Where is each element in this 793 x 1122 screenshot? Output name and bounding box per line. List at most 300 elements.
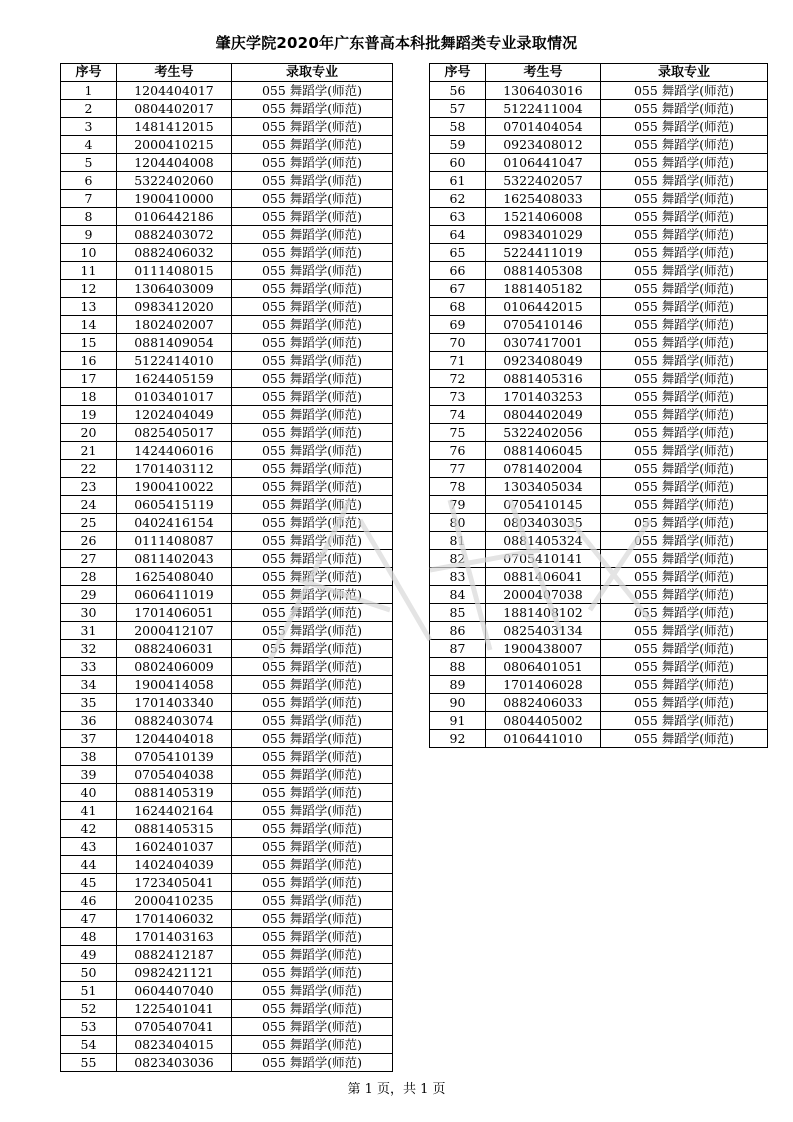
table-row — [61, 298, 393, 316]
cell-major: 055 舞蹈学(师范) — [232, 712, 393, 730]
cell-candidate-id: 0881405315 — [117, 820, 232, 838]
table-row — [61, 928, 393, 946]
cell-seq: 62 — [430, 190, 486, 208]
cell-seq: 57 — [430, 100, 486, 118]
table-row — [61, 370, 393, 388]
cell-candidate-id: 0881405324 — [486, 532, 601, 550]
cell-candidate-id: 2000410235 — [117, 892, 232, 910]
cell-candidate-id: 1225401041 — [117, 1000, 232, 1018]
cell-seq: 68 — [430, 298, 486, 316]
cell-major: 055 舞蹈学(师范) — [232, 154, 393, 172]
cell-major: 055 舞蹈学(师范) — [232, 730, 393, 748]
cell-candidate-id: 1802402007 — [117, 316, 232, 334]
cell-candidate-id: 0881409054 — [117, 334, 232, 352]
cell-candidate-id: 0881405308 — [486, 262, 601, 280]
table-row — [430, 676, 768, 694]
cell-seq: 32 — [61, 640, 117, 658]
cell-seq: 48 — [61, 928, 117, 946]
cell-candidate-id: 1881405182 — [486, 280, 601, 298]
cell-seq: 5 — [61, 154, 117, 172]
table-row — [430, 136, 768, 154]
table-row — [61, 838, 393, 856]
cell-major: 055 舞蹈学(师范) — [601, 532, 768, 550]
cell-candidate-id: 0803403035 — [486, 514, 601, 532]
cell-major: 055 舞蹈学(师范) — [232, 334, 393, 352]
cell-seq: 74 — [430, 406, 486, 424]
cell-major: 055 舞蹈学(师范) — [232, 676, 393, 694]
cell-candidate-id: 0705410145 — [486, 496, 601, 514]
cell-candidate-id: 0705407041 — [117, 1018, 232, 1036]
cell-major: 055 舞蹈学(师范) — [232, 352, 393, 370]
cell-major: 055 舞蹈学(师范) — [232, 388, 393, 406]
cell-major: 055 舞蹈学(师范) — [601, 100, 768, 118]
cell-major: 055 舞蹈学(师范) — [601, 604, 768, 622]
table-row — [61, 1000, 393, 1018]
table-row — [61, 208, 393, 226]
cell-candidate-id: 5224411019 — [486, 244, 601, 262]
cell-major: 055 舞蹈学(师范) — [232, 370, 393, 388]
cell-seq: 17 — [61, 370, 117, 388]
cell-major: 055 舞蹈学(师范) — [601, 154, 768, 172]
cell-major: 055 舞蹈学(师范) — [232, 172, 393, 190]
cell-candidate-id: 1900438007 — [486, 640, 601, 658]
cell-major: 055 舞蹈学(师范) — [601, 136, 768, 154]
cell-major: 055 舞蹈学(师范) — [232, 550, 393, 568]
table-row — [61, 640, 393, 658]
cell-candidate-id: 1723405041 — [117, 874, 232, 892]
cell-seq: 9 — [61, 226, 117, 244]
page-title: 肇庆学院2020年广东普高本科批舞蹈类专业录取情况 — [215, 34, 578, 52]
table-row — [61, 712, 393, 730]
table-row — [61, 262, 393, 280]
cell-candidate-id: 1204404008 — [117, 154, 232, 172]
cell-candidate-id: 0705410141 — [486, 550, 601, 568]
cell-seq: 64 — [430, 226, 486, 244]
cell-candidate-id: 0811402043 — [117, 550, 232, 568]
table-row — [430, 622, 768, 640]
header-seq: 序号 — [430, 64, 486, 82]
cell-major: 055 舞蹈学(师范) — [601, 244, 768, 262]
table-row — [61, 550, 393, 568]
cell-candidate-id: 1900410022 — [117, 478, 232, 496]
cell-major: 055 舞蹈学(师范) — [601, 514, 768, 532]
table-row — [61, 802, 393, 820]
table-row — [61, 424, 393, 442]
table-row — [61, 136, 393, 154]
cell-candidate-id: 0701404054 — [486, 118, 601, 136]
table-row — [61, 1054, 393, 1072]
cell-candidate-id: 0881406041 — [486, 568, 601, 586]
cell-seq: 76 — [430, 442, 486, 460]
table-row — [430, 370, 768, 388]
cell-seq: 44 — [61, 856, 117, 874]
cell-candidate-id: 0307417001 — [486, 334, 601, 352]
header-candidate-id: 考生号 — [117, 64, 232, 82]
table-row — [61, 748, 393, 766]
cell-seq: 65 — [430, 244, 486, 262]
cell-major: 055 舞蹈学(师范) — [232, 190, 393, 208]
cell-major: 055 舞蹈学(师范) — [601, 82, 768, 100]
cell-seq: 79 — [430, 496, 486, 514]
cell-major: 055 舞蹈学(师范) — [232, 1018, 393, 1036]
cell-seq: 25 — [61, 514, 117, 532]
cell-candidate-id: 0781402004 — [486, 460, 601, 478]
table-row — [430, 118, 768, 136]
cell-candidate-id: 1303405034 — [486, 478, 601, 496]
table-row — [430, 208, 768, 226]
cell-candidate-id: 2000407038 — [486, 586, 601, 604]
cell-seq: 38 — [61, 748, 117, 766]
cell-seq: 75 — [430, 424, 486, 442]
table-row — [430, 496, 768, 514]
cell-seq: 51 — [61, 982, 117, 1000]
cell-candidate-id: 1701406028 — [486, 676, 601, 694]
cell-major: 055 舞蹈学(师范) — [601, 388, 768, 406]
cell-seq: 35 — [61, 694, 117, 712]
cell-major: 055 舞蹈学(师范) — [232, 82, 393, 100]
page-footer: 第 1 页，共 1 页 — [347, 1082, 446, 1097]
cell-major: 055 舞蹈学(师范) — [232, 946, 393, 964]
table-row — [61, 532, 393, 550]
cell-major: 055 舞蹈学(师范) — [601, 478, 768, 496]
cell-candidate-id: 0402416154 — [117, 514, 232, 532]
cell-seq: 77 — [430, 460, 486, 478]
cell-seq: 83 — [430, 568, 486, 586]
cell-candidate-id: 1521406008 — [486, 208, 601, 226]
cell-seq: 21 — [61, 442, 117, 460]
table-row — [430, 424, 768, 442]
table-row — [61, 856, 393, 874]
cell-candidate-id: 0606411019 — [117, 586, 232, 604]
table-row — [430, 82, 768, 100]
cell-major: 055 舞蹈学(师范) — [601, 280, 768, 298]
cell-seq: 16 — [61, 352, 117, 370]
table-row — [430, 316, 768, 334]
cell-candidate-id: 0106442015 — [486, 298, 601, 316]
cell-major: 055 舞蹈学(师范) — [232, 100, 393, 118]
table-row — [430, 262, 768, 280]
cell-candidate-id: 1306403016 — [486, 82, 601, 100]
header-major: 录取专业 — [232, 64, 393, 82]
table-row — [61, 316, 393, 334]
cell-major: 055 舞蹈学(师范) — [232, 802, 393, 820]
table-row — [61, 982, 393, 1000]
cell-seq: 22 — [61, 460, 117, 478]
cell-major: 055 舞蹈学(师范) — [232, 838, 393, 856]
cell-candidate-id: 0882406033 — [486, 694, 601, 712]
cell-candidate-id: 1625408033 — [486, 190, 601, 208]
cell-seq: 14 — [61, 316, 117, 334]
cell-seq: 2 — [61, 100, 117, 118]
cell-major: 055 舞蹈学(师范) — [232, 244, 393, 262]
cell-candidate-id: 1624402164 — [117, 802, 232, 820]
cell-seq: 6 — [61, 172, 117, 190]
cell-seq: 37 — [61, 730, 117, 748]
cell-candidate-id: 0106441047 — [486, 154, 601, 172]
table-row — [61, 496, 393, 514]
cell-major: 055 舞蹈学(师范) — [601, 406, 768, 424]
cell-seq: 39 — [61, 766, 117, 784]
table-row — [61, 190, 393, 208]
table-row — [430, 298, 768, 316]
table-row — [430, 100, 768, 118]
cell-candidate-id: 0882403072 — [117, 226, 232, 244]
table-row — [430, 388, 768, 406]
cell-seq: 85 — [430, 604, 486, 622]
cell-seq: 11 — [61, 262, 117, 280]
cell-major: 055 舞蹈学(师范) — [601, 172, 768, 190]
cell-seq: 50 — [61, 964, 117, 982]
cell-seq: 40 — [61, 784, 117, 802]
cell-major: 055 舞蹈学(师范) — [232, 1036, 393, 1054]
cell-candidate-id: 5122411004 — [486, 100, 601, 118]
cell-seq: 15 — [61, 334, 117, 352]
cell-major: 055 舞蹈学(师范) — [232, 280, 393, 298]
cell-seq: 56 — [430, 82, 486, 100]
table-row — [61, 586, 393, 604]
cell-seq: 27 — [61, 550, 117, 568]
cell-major: 055 舞蹈学(师范) — [232, 514, 393, 532]
cell-candidate-id: 0111408087 — [117, 532, 232, 550]
table-row — [430, 352, 768, 370]
cell-major: 055 舞蹈学(师范) — [232, 460, 393, 478]
cell-seq: 72 — [430, 370, 486, 388]
table-row — [430, 514, 768, 532]
cell-seq: 1 — [61, 82, 117, 100]
cell-candidate-id: 1481412015 — [117, 118, 232, 136]
cell-candidate-id: 0823404015 — [117, 1036, 232, 1054]
table-row — [430, 730, 768, 748]
table-row — [61, 244, 393, 262]
cell-major: 055 舞蹈学(师范) — [232, 424, 393, 442]
table-row — [61, 694, 393, 712]
table-row — [430, 478, 768, 496]
cell-candidate-id: 1204404018 — [117, 730, 232, 748]
cell-seq: 49 — [61, 946, 117, 964]
cell-major: 055 舞蹈学(师范) — [232, 226, 393, 244]
cell-candidate-id: 0882403074 — [117, 712, 232, 730]
table-row — [430, 694, 768, 712]
table-row — [430, 568, 768, 586]
cell-major: 055 舞蹈学(师范) — [601, 226, 768, 244]
cell-candidate-id: 5322402060 — [117, 172, 232, 190]
cell-seq: 7 — [61, 190, 117, 208]
cell-seq: 80 — [430, 514, 486, 532]
cell-major: 055 舞蹈学(师范) — [601, 550, 768, 568]
cell-seq: 89 — [430, 676, 486, 694]
table-row — [61, 478, 393, 496]
table-row — [61, 622, 393, 640]
cell-seq: 91 — [430, 712, 486, 730]
cell-candidate-id: 0806401051 — [486, 658, 601, 676]
cell-seq: 41 — [61, 802, 117, 820]
cell-candidate-id: 2000412107 — [117, 622, 232, 640]
cell-major: 055 舞蹈学(师范) — [601, 586, 768, 604]
cell-seq: 73 — [430, 388, 486, 406]
cell-major: 055 舞蹈学(师范) — [601, 658, 768, 676]
cell-seq: 78 — [430, 478, 486, 496]
cell-candidate-id: 0882406031 — [117, 640, 232, 658]
cell-seq: 90 — [430, 694, 486, 712]
cell-seq: 13 — [61, 298, 117, 316]
admission-table-left — [60, 63, 393, 1072]
cell-seq: 54 — [61, 1036, 117, 1054]
cell-candidate-id: 1701403340 — [117, 694, 232, 712]
cell-seq: 81 — [430, 532, 486, 550]
header-candidate-id: 考生号 — [486, 64, 601, 82]
table-row — [61, 388, 393, 406]
admission-table-right — [429, 63, 768, 748]
cell-candidate-id: 0605415119 — [117, 496, 232, 514]
table-row — [61, 874, 393, 892]
cell-seq: 53 — [61, 1018, 117, 1036]
cell-major: 055 舞蹈学(师范) — [601, 118, 768, 136]
cell-major: 055 舞蹈学(师范) — [601, 190, 768, 208]
cell-seq: 69 — [430, 316, 486, 334]
cell-major: 055 舞蹈学(师范) — [601, 334, 768, 352]
cell-major: 055 舞蹈学(师范) — [232, 136, 393, 154]
cell-candidate-id: 5322402056 — [486, 424, 601, 442]
table-row — [430, 442, 768, 460]
cell-candidate-id: 1701403253 — [486, 388, 601, 406]
header-seq: 序号 — [61, 64, 117, 82]
cell-candidate-id: 1202404049 — [117, 406, 232, 424]
table-row — [430, 244, 768, 262]
cell-seq: 71 — [430, 352, 486, 370]
cell-major: 055 舞蹈学(师范) — [232, 568, 393, 586]
cell-major: 055 舞蹈学(师范) — [232, 856, 393, 874]
cell-seq: 60 — [430, 154, 486, 172]
cell-candidate-id: 0825405017 — [117, 424, 232, 442]
cell-major: 055 舞蹈学(师范) — [232, 262, 393, 280]
cell-seq: 63 — [430, 208, 486, 226]
cell-major: 055 舞蹈学(师范) — [601, 460, 768, 478]
cell-candidate-id: 1625408040 — [117, 568, 232, 586]
cell-seq: 87 — [430, 640, 486, 658]
table-row — [430, 712, 768, 730]
table-row — [61, 226, 393, 244]
cell-major: 055 舞蹈学(师范) — [601, 298, 768, 316]
cell-major: 055 舞蹈学(师范) — [232, 892, 393, 910]
cell-candidate-id: 0923408012 — [486, 136, 601, 154]
cell-seq: 45 — [61, 874, 117, 892]
cell-major: 055 舞蹈学(师范) — [601, 568, 768, 586]
table-row — [61, 154, 393, 172]
cell-candidate-id: 0705410146 — [486, 316, 601, 334]
cell-seq: 70 — [430, 334, 486, 352]
cell-candidate-id: 0825403134 — [486, 622, 601, 640]
cell-candidate-id: 0823403036 — [117, 1054, 232, 1072]
cell-candidate-id: 1602401037 — [117, 838, 232, 856]
cell-major: 055 舞蹈学(师范) — [232, 658, 393, 676]
cell-seq: 24 — [61, 496, 117, 514]
cell-seq: 47 — [61, 910, 117, 928]
table-row — [430, 658, 768, 676]
cell-candidate-id: 0111408015 — [117, 262, 232, 280]
cell-seq: 26 — [61, 532, 117, 550]
cell-candidate-id: 0983401029 — [486, 226, 601, 244]
table-row — [61, 118, 393, 136]
cell-candidate-id: 1701403163 — [117, 928, 232, 946]
cell-major: 055 舞蹈学(师范) — [232, 910, 393, 928]
table-row — [430, 640, 768, 658]
cell-candidate-id: 0881405319 — [117, 784, 232, 802]
table-row — [61, 658, 393, 676]
cell-major: 055 舞蹈学(师范) — [232, 406, 393, 424]
table-row — [61, 1018, 393, 1036]
cell-major: 055 舞蹈学(师范) — [601, 352, 768, 370]
table-row — [61, 964, 393, 982]
cell-candidate-id: 0923408049 — [486, 352, 601, 370]
cell-candidate-id: 0802406009 — [117, 658, 232, 676]
cell-major: 055 舞蹈学(师范) — [232, 694, 393, 712]
table-row — [61, 442, 393, 460]
cell-candidate-id: 1204404017 — [117, 82, 232, 100]
cell-major: 055 舞蹈学(师范) — [232, 532, 393, 550]
cell-seq: 42 — [61, 820, 117, 838]
cell-major: 055 舞蹈学(师范) — [601, 442, 768, 460]
cell-seq: 36 — [61, 712, 117, 730]
table-row — [61, 604, 393, 622]
table-row — [61, 784, 393, 802]
table-row — [61, 892, 393, 910]
cell-seq: 23 — [61, 478, 117, 496]
cell-candidate-id: 0881406045 — [486, 442, 601, 460]
cell-major: 055 舞蹈学(师范) — [232, 928, 393, 946]
cell-candidate-id: 0882412187 — [117, 946, 232, 964]
cell-seq: 4 — [61, 136, 117, 154]
cell-seq: 28 — [61, 568, 117, 586]
cell-major: 055 舞蹈学(师范) — [601, 262, 768, 280]
table-row — [61, 568, 393, 586]
cell-major: 055 舞蹈学(师范) — [232, 604, 393, 622]
cell-candidate-id: 5322402057 — [486, 172, 601, 190]
cell-seq: 29 — [61, 586, 117, 604]
table-row — [61, 334, 393, 352]
table-row — [61, 460, 393, 478]
table-row — [61, 280, 393, 298]
table-row — [430, 154, 768, 172]
cell-major: 055 舞蹈学(师范) — [601, 496, 768, 514]
table-row — [61, 730, 393, 748]
cell-major: 055 舞蹈学(师范) — [232, 496, 393, 514]
cell-major: 055 舞蹈学(师范) — [232, 640, 393, 658]
table-row — [61, 406, 393, 424]
cell-candidate-id: 0882406032 — [117, 244, 232, 262]
cell-candidate-id: 1402404039 — [117, 856, 232, 874]
cell-seq: 10 — [61, 244, 117, 262]
cell-seq: 3 — [61, 118, 117, 136]
cell-seq: 12 — [61, 280, 117, 298]
table-row — [61, 100, 393, 118]
cell-candidate-id: 1900414058 — [117, 676, 232, 694]
cell-seq: 18 — [61, 388, 117, 406]
table-row — [430, 604, 768, 622]
cell-major: 055 舞蹈学(师范) — [232, 118, 393, 136]
table-row — [430, 280, 768, 298]
cell-candidate-id: 0982421121 — [117, 964, 232, 982]
cell-major: 055 舞蹈学(师范) — [601, 712, 768, 730]
cell-candidate-id: 0705404038 — [117, 766, 232, 784]
cell-candidate-id: 0804402017 — [117, 100, 232, 118]
cell-candidate-id: 0983412020 — [117, 298, 232, 316]
cell-seq: 58 — [430, 118, 486, 136]
cell-major: 055 舞蹈学(师范) — [232, 208, 393, 226]
cell-seq: 66 — [430, 262, 486, 280]
table-row — [430, 334, 768, 352]
table-row — [430, 550, 768, 568]
cell-seq: 19 — [61, 406, 117, 424]
